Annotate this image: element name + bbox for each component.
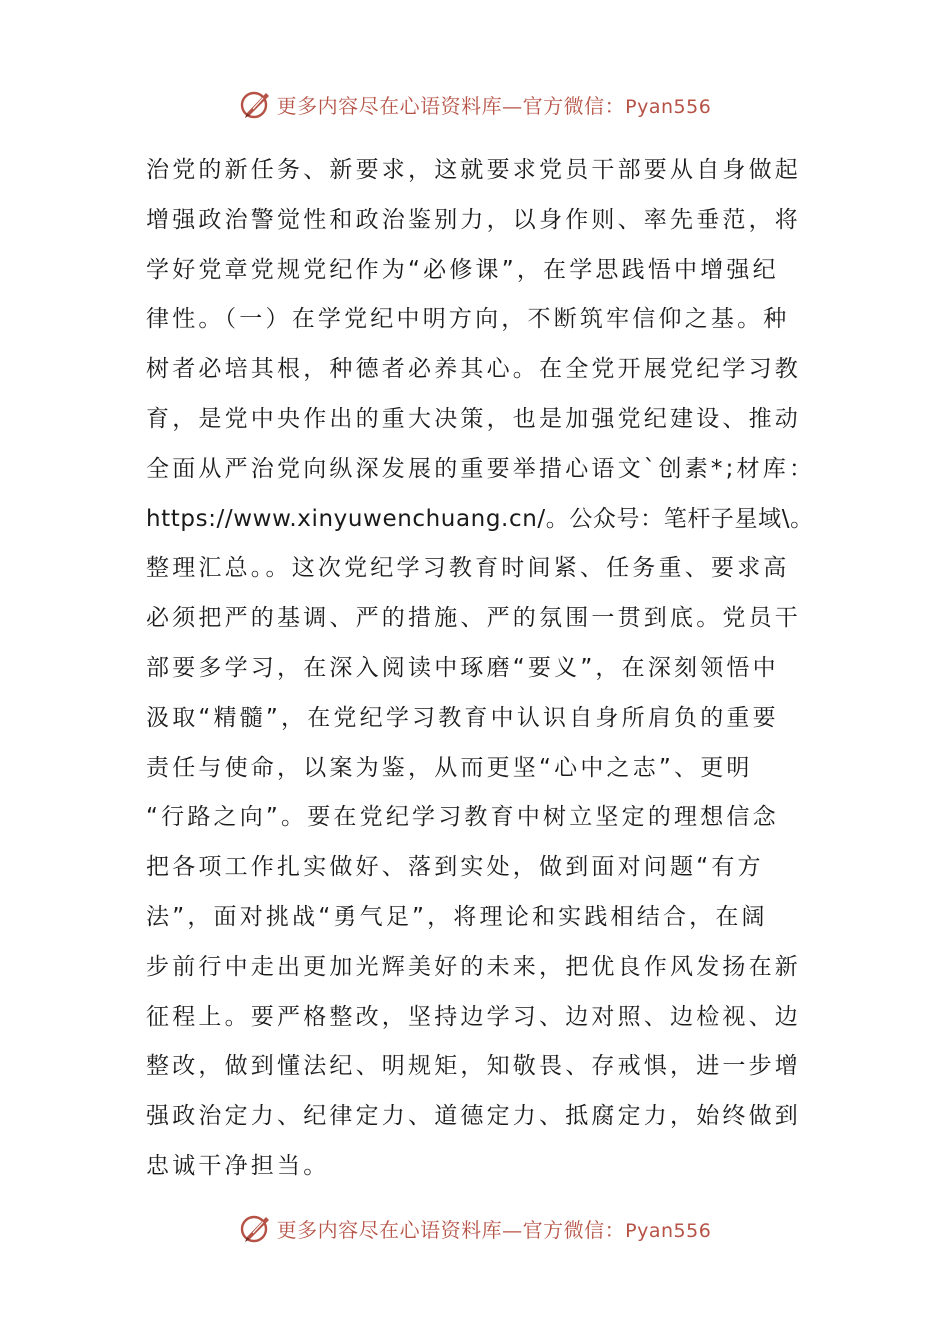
body-line: 必须把严的基调、严的措施、严的氛围一贯到底。党员干 — [146, 605, 801, 632]
body-line: 责任与使命，以案为鉴，从而更坚“心中之志”、更明 — [146, 754, 753, 781]
body-line: 全面从严治党向纵深发展的重要举措心语文`创素*;材库： — [146, 455, 816, 482]
body-line: 学好党章党规党纪作为“必修课”，在学思践悟中增强纪 — [146, 256, 779, 283]
body-line: 治党的新任务、新要求，这就要求党员干部要从自身做起 — [146, 157, 801, 183]
body-line: 整改，做到懂法纪、明规矩，知敬畏、存戒惧，进一步增 — [146, 1053, 801, 1080]
quill-pen-logo-icon — [239, 1211, 273, 1245]
body-line: 整理汇总。。这次党纪学习教育时间紧、任务重、要求高 — [146, 555, 790, 582]
body-line: 汲取“精髓”，在党纪学习教育中认识自身所肩负的重要 — [146, 704, 779, 731]
body-line: 把各项工作扎实做好、落到实处，做到面对问题“有方 — [146, 854, 764, 881]
header-banner — [0, 84, 950, 124]
body-line: 强政治定力、纪律定力、道德定力、抵腐定力，始终做到 — [146, 1103, 801, 1130]
body-line: 树者必培其根，种德者必养其心。在全党开展党纪学习教 — [146, 356, 801, 383]
body-line: 征程上。要严格整改，坚持边学习、边对照、边检视、边 — [146, 1003, 801, 1030]
wechat-id: Pyan556 — [625, 95, 712, 118]
wechat-id: Pyan556 — [625, 1219, 712, 1242]
body-line: 律性。（一）在学党纪中明方向，不断筑牢信仰之基。种 — [146, 306, 790, 333]
body-line: 忠诚干净担当。 — [146, 1152, 330, 1179]
body-line: 增强政治警觉性和政治鉴别力，以身作则、率先垂范，将 — [146, 206, 801, 233]
body-line: “行路之向”。要在党纪学习教育中树立坚定的理想信念 — [146, 804, 779, 831]
body-line: 步前行中走出更加光辉美好的未来，把优良作风发扬在新 — [146, 953, 801, 980]
document-body — [146, 146, 818, 1192]
header-banner-text: 更多内容尽在心语资料库—官方微信：Pyan556 — [276, 93, 712, 118]
body-line: 部要多学习，在深入阅读中琢磨“要义”，在深刻领悟中 — [146, 654, 779, 681]
body-line: 育，是党中央作出的重大决策，也是加强党纪建设、推动 — [146, 405, 801, 432]
footer-banner — [0, 1208, 950, 1248]
body-line: 法”，面对挑战“勇气足”，将理论和实践相结合，在阔 — [146, 903, 768, 930]
footer-banner-text: 更多内容尽在心语资料库—官方微信：Pyan556 — [276, 1217, 712, 1242]
quill-pen-logo-icon — [239, 87, 273, 121]
body-line-url: https://www.xinyuwenchuang.cn/。公众号：笔杆子星域\。 — [146, 505, 814, 532]
